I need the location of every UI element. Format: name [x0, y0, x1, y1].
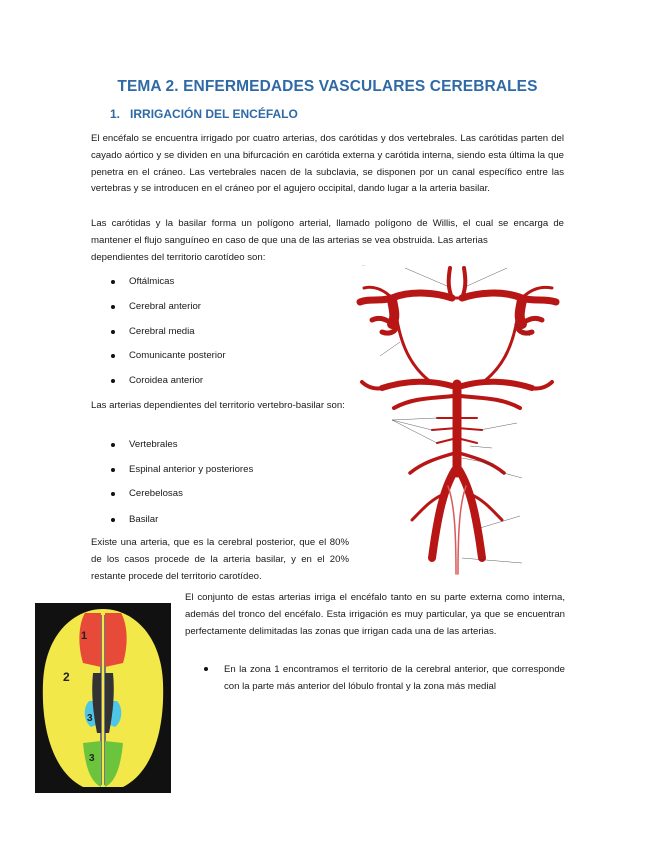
- paragraph-3: [91, 398, 345, 415]
- bullet-dot: [204, 667, 208, 671]
- list-item: Espinal anterior y posteriores: [129, 464, 254, 475]
- list-item: Comunicante posterior: [129, 350, 226, 361]
- list-item: Cerebelosas: [129, 488, 183, 499]
- zone-label: 1: [81, 630, 88, 642]
- zone-label: 3: [87, 713, 93, 724]
- artery-label: ···: [362, 264, 366, 268]
- paragraph-1: El encéfalo se encuentra irrigado por cuatro arterias, dos carótidas y dos vertebrales. Las carótidas parten del cayado aórtico y se dividen en una bifurcación en carótida externa y carótida interna, siendo esta última la que penetra en el cráneo. Las vertebrales nacen de la subclavia, se disponen por un canal específico entre las vertebras y se introducen en el cráneo por el agujero occipital, dando lugar a la arteria basilar.: [91, 133, 564, 195]
- bullet-dot: [111, 305, 115, 309]
- paragraph-5: El conjunto de estas arterias irriga el encéfalo tanto en su parte externa como interna, además del tronco del encéfalo. Esta irrigación es muy particular, ya que se encuentran perfectamente delimitadas las zonas que irrigan cada una de las arterias.: [185, 592, 565, 637]
- section-title: IRRIGACIÓN DEL ENCÉFALO: [130, 107, 298, 121]
- paragraph-2-main: Las carótidas y la basilar forma un polígono arterial, llamado polígono de Willis, el cual se encarga de mantener el flujo sanguíneo en caso de que una de las arterias se vea obstruida. Las arterias: [91, 218, 564, 246]
- brain-territories-image: [35, 603, 171, 793]
- zone-1-bullet: En la zona 1 encontramos el territorio de la cerebral anterior, que corresponde con la parte más anterior del lóbulo frontal y la zona más medial: [224, 664, 565, 692]
- zone-label: 3: [89, 753, 95, 764]
- paragraph-4: Existe una arteria, que es la cerebral posterior, que el 80% de los casos procede de la arteria basilar, y en el 20% restante procede del territorio carotídeo.: [91, 537, 349, 582]
- list-item: Cerebral anterior: [129, 301, 201, 312]
- bullet-dot: [111, 354, 115, 358]
- bullet-dot: [111, 518, 115, 522]
- circle-of-willis-illustration: [352, 258, 564, 580]
- bullet-dot: [111, 468, 115, 472]
- bullet-dot: [111, 443, 115, 447]
- list-item: Vertebrales: [129, 439, 178, 450]
- bullet-dot: [111, 379, 115, 383]
- section-number: 1.: [110, 107, 121, 121]
- paragraph-2-tail: dependientes del territorio carotídeo son:: [91, 251, 266, 263]
- list-item: Coroidea anterior: [129, 375, 204, 386]
- list-item: Oftálmicas: [129, 276, 175, 287]
- list-item: Basilar: [129, 514, 159, 525]
- list-item: Cerebral media: [129, 326, 195, 337]
- bullet-dot: [111, 280, 115, 284]
- section-heading: [110, 107, 298, 121]
- zone-label: 2: [63, 670, 70, 684]
- bullet-dot: [111, 492, 115, 496]
- page-title: TEMA 2. ENFERMEDADES VASCULARES CEREBRALES: [117, 78, 538, 95]
- bullet-dot: [111, 330, 115, 334]
- paragraph-3-text: Las arterias dependientes del territorio vertebro-basilar son:: [91, 400, 345, 411]
